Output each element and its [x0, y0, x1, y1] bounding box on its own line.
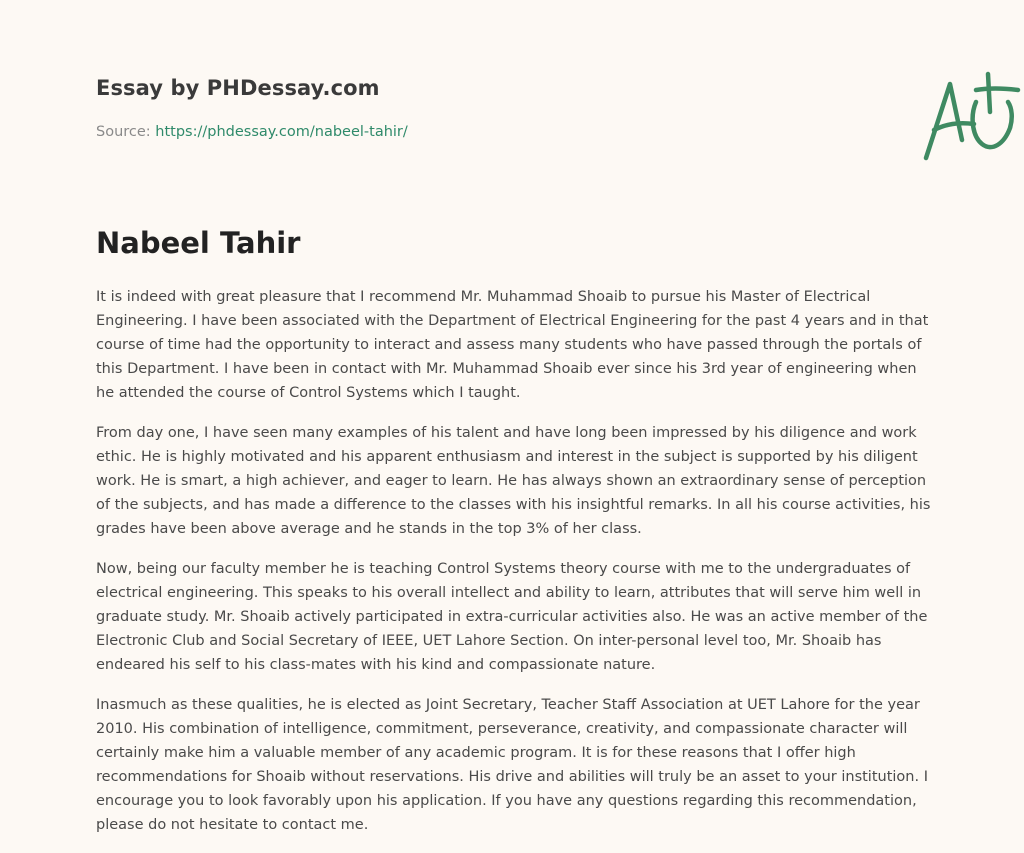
source-line: [96, 124, 408, 140]
essay-paragraph: Now, being our faculty member he is teaching Control Systems theory course with me to the undergraduates of electrical engineering. This speaks to his overall intellect and ability to learn, attributes that will serve him well in graduate study. Mr. Shoaib actively participated in extra-curricular activities also. He was an active member of the Electronic Club and Social Secretary of IEEE, UET Lahore Section. On inter-personal level too, Mr. Shoaib has endeared his self to his class-mates with his kind and compassionate nature.: [96, 561, 928, 673]
a-plus-grade-icon-svg: [916, 66, 1024, 166]
essay-title: Nabeel Tahir: [96, 226, 301, 260]
essay-paragraph: Inasmuch as these qualities, he is elected as Joint Secretary, Teacher Staff Association at UET Lahore for the year 2010. His combination of intelligence, commitment, perseverance, creativity, and compassionate character will certainly make him a valuable member of any academic program. It is for these reasons that I offer high recommendations for Shoaib without reservations. His drive and abilities will truly be an asset to your institution. I encourage you to look favorably upon his application. If you have any questions regarding this recommendation, please do not hesitate to contact me.: [96, 697, 928, 833]
a-plus-grade-icon: [916, 66, 1024, 166]
site-title: Essay by PHDessay.com: [96, 76, 380, 100]
essay-paragraph: It is indeed with great pleasure that I recommend Mr. Muhammad Shoaib to pursue his Master of Electrical Engineering. I have been associated with the Department of Electrical Engineering for the past 4 years and in that course of time had the opportunity to interact and assess many students who have passed through the portals of this Department. I have been in contact with Mr. Muhammad Shoaib ever since his 3rd year of engineering when he attended the course of Control Systems which I taught.: [96, 289, 929, 401]
essay-body: [96, 285, 932, 853]
source-label: Source:: [96, 124, 151, 140]
source-link[interactable]: https://phdessay.com/nabeel-tahir/: [155, 124, 408, 140]
essay-paragraph: From day one, I have seen many examples of his talent and have long been impressed by his diligence and work ethic. He is highly motivated and his apparent enthusiasm and interest in the subject is supported by his diligent work. He is smart, a high achiever, and eager to learn. He has always shown an extraordinary sense of perception of the subjects, and has made a difference to the classes with his insightful remarks. In all his course activities, his grades have been above average and he stands in the top 3% of her class.: [96, 425, 931, 537]
